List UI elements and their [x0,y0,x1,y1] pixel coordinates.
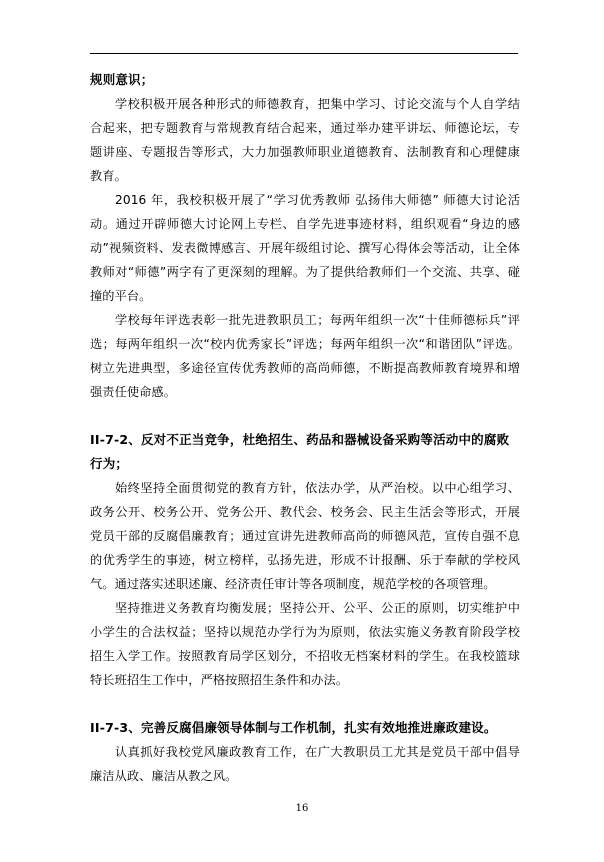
section-heading: II-7-2、反对不正当竞争，杜绝招生、药品和器械设备采购等活动中的腐败行为； [90,432,510,471]
body-paragraph: 坚持推进义务教育均衡发展；坚持公开、公平、公正的原则，切实维护中小学生的合法权益；坚持以规范办学行为为原则，依法实施义务教育阶段学校招生入学工作。按照教育局学区划分，不招收无档案材料的学生。在我校篮球特长班招生工作中，严格按照招生条件和办法。 [90,601,520,687]
section-rules-awareness [90,68,520,404]
body-paragraph: 2016 年，我校积极开展了“学习优秀教师 弘扬伟大师德” 师德大讨论活动。通过开辟师德大讨论网上专栏、自学先进事迹材料，组织观看“身边的感动”视频资料、发表微博感言、开展年级组讨论、撰写心得体会等活动，让全体教师对“师德”两字有了更深刻的理解。为了提供给教师们一个交流、共享、碰撞的平台。 [90,193,520,303]
body-paragraph: 认真抓好我校党风廉政教育工作，在广大教职员工尤其是党员干部中倡导廉洁从政、廉洁从教之风。 [90,745,520,783]
section-spacer [90,692,520,716]
header-rule [90,53,518,54]
body-paragraph: 学校积极开展各种形式的师德教育，把集中学习、讨论交流与个人自学结合起来，把专题教育与常规教育结合起来，通过举办建平讲坛、师德论坛，专题讲座、专题报告等形式，大力加强教师职业道德教育、法制教育和心理健康教育。 [90,97,520,183]
section-spacer [90,404,520,428]
section-ii-7-3 [90,716,520,788]
page-number: 16 [295,803,309,814]
page-content [90,68,520,788]
body-paragraph: 学校每年评选表彰一批先进教职员工；每两年组织一次“十佳师德标兵”评选；每两年组织一次“校内优秀家长”评选；每两年组织一次“和谐团队”评选。树立先进典型，多途径宣传优秀教师的高尚师德，不断提高教师教育境界和增强责任使命感。 [90,313,520,399]
section-heading: II-7-3、完善反腐倡廉领导体制与工作机制，扎实有效地推进廉政建设。 [90,720,497,735]
body-paragraph: 始终坚持全面贯彻党的教育方针，依法办学，从严治校。以中心组学习、政务公开、校务公开、党务公开、教代会、校务会、民主生活会等形式，开展党员干部的反腐倡廉教育；通过宣讲先进教师高尚的师德风范，宣传自强不息的优秀学生的事迹，树立榜样，弘扬先进，形成不计报酬、乐于奉献的学校风气。通过落实述职述廉、经济责任审计等各项制度，规范学校的各项管理。 [90,481,520,591]
section-heading: 规则意识； [90,72,154,87]
section-ii-7-2 [90,428,520,692]
